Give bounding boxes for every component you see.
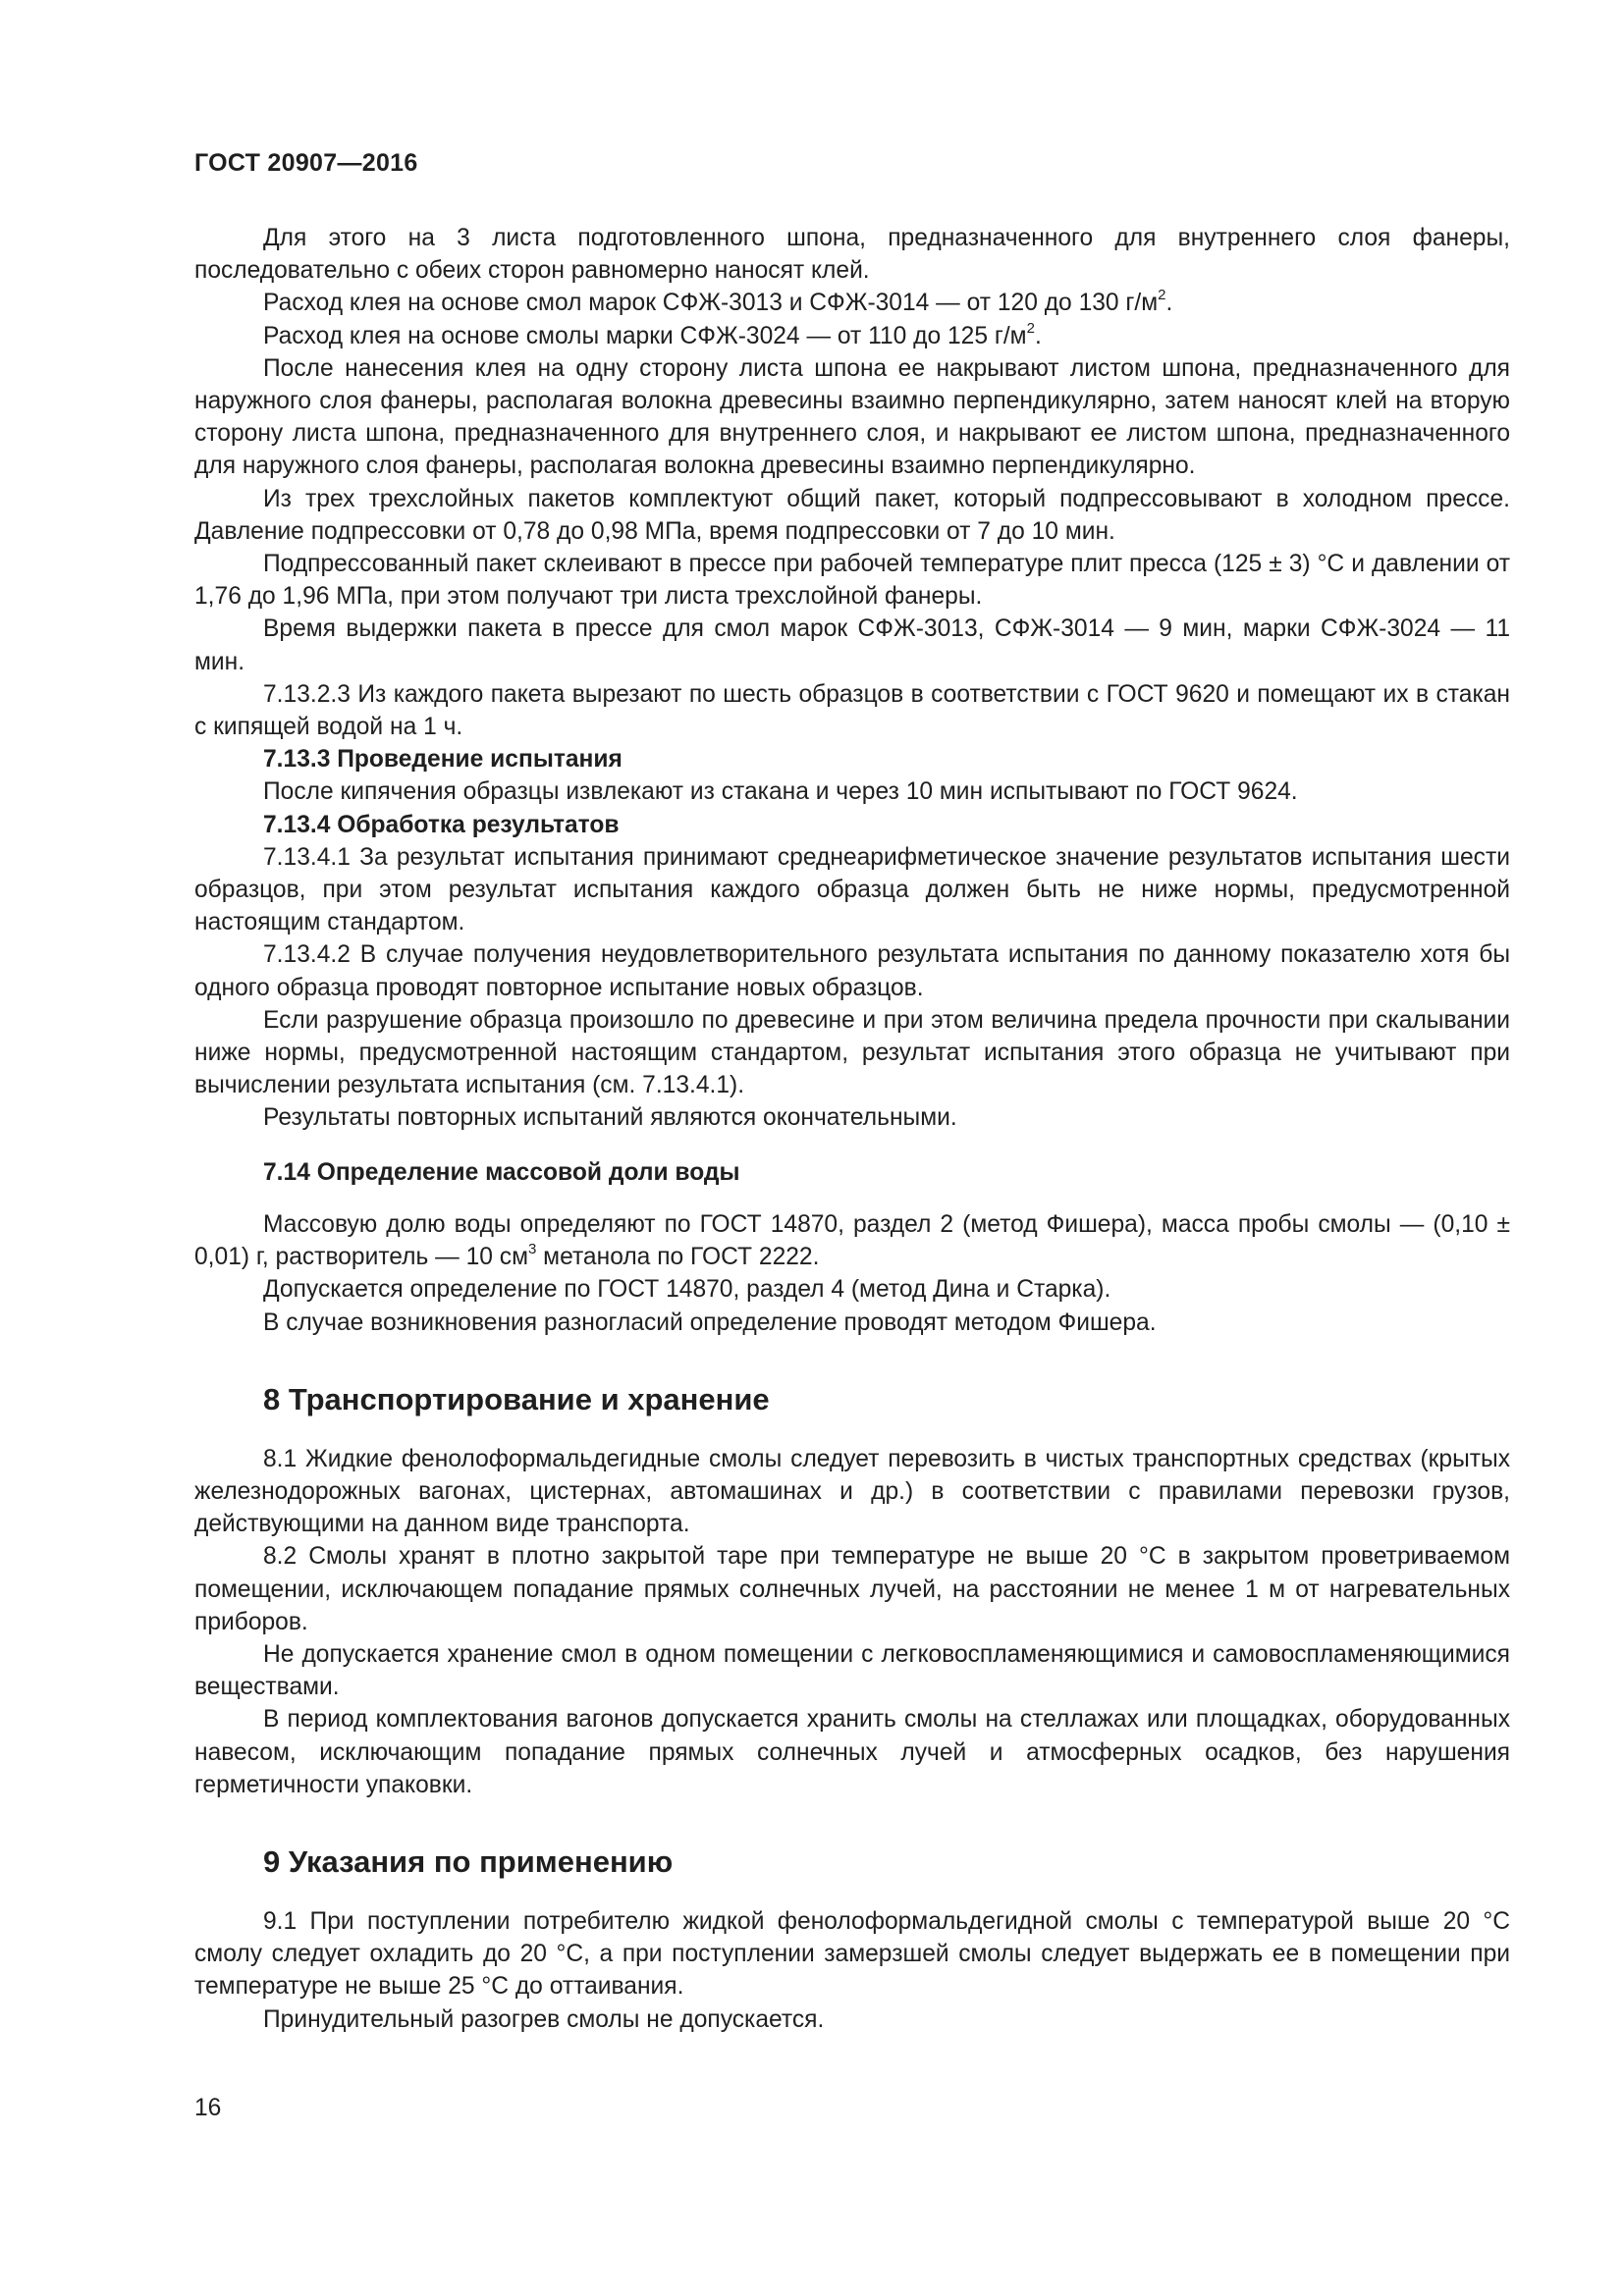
paragraph: Принудительный разогрев смолы не допускается. [263, 2005, 825, 2033]
paragraph-water-fraction: Массовую долю воды определяют по ГОСТ 14870, раздел 2 (метод Фишера), масса пробы смолы — (0,10 ± 0,01) г, растворитель — 10 $см^3$ метанола по ГОСТ 2222. [194, 1210, 1510, 1271]
paragraph: После нанесения клея на одну сторону листа шпона ее накрывают листом шпона, предназначенного для наружного слоя фанеры, располагая волокна древесины взаимно перпендикулярно, затем наносят клей на вторую сторону листа шпона, предназначенного для внутреннего слоя, и накрывают ее листом шпона, предназначенного для наружного слоя фанеры, располагая волокна древесины взаимно перпендикулярно. [194, 354, 1510, 480]
paragraph: Из трех трехслойных пакетов комплектуют общий пакет, который подпрессовывают в холодном прессе. Давление подпрессовки от 0,78 до 0,98 МПа, время подпрессовки от 7 до 10 мин. [194, 485, 1510, 545]
paragraph: Время выдержки пакета в прессе для смол марок СФЖ-3013, СФЖ-3014 — 9 мин, марки СФЖ-3024 — 11 мин. [194, 615, 1510, 675]
paragraph: Результаты повторных испытаний являются окончательными. [263, 1104, 957, 1132]
section-heading-9: 9 Указания по применению [263, 1843, 674, 1879]
paragraph: 7.13.2.3 Из каждого пакета вырезают по шесть образцов в соответствии с ГОСТ 9620 и помещают их в стакан с кипящей водой на 1 ч. [194, 680, 1510, 741]
page-number: 16 [194, 2095, 222, 2121]
subsection-heading-7-13-4: 7.13.4 Обработка результатов [263, 811, 620, 838]
paragraph: Для этого на 3 листа подготовленного шпона, предназначенного для внутреннего слоя фанеры, последовательно с обеих сторон равномерно наносят клей. [194, 225, 1510, 285]
section-heading-8: 8 Транспортирование и хранение [263, 1381, 770, 1416]
paragraph: 8.2 Смолы хранят в плотно закрытой таре при температуре не выше 20 °С в закрытом проветриваемом помещении, исключающем попадание прямых солнечных лучей, на расстоянии не менее 1 м от нагревательных приборов. [194, 1543, 1510, 1635]
paragraph: Допускается определение по ГОСТ 14870, раздел 4 (метод Дина и Старка). [263, 1276, 1111, 1304]
paragraph: В случае возникновения разногласий определение проводят методом Фишера. [263, 1308, 1157, 1336]
paragraph: 8.1 Жидкие фенолоформальдегидные смолы следует перевозить в чистых транспортных средствах (крытых железнодорожных вагонах, цистернах, автомашинах и др.) в соответствии с правилами перевозки грузов, действующими на данном виде транспорта. [194, 1445, 1510, 1538]
document-code-header: ГОСТ 20907—2016 [194, 149, 418, 177]
subsection-heading-7-13-3: 7.13.3 Проведение испытания [263, 746, 623, 774]
subsection-heading-7-14: 7.14 Определение массовой доли воды [263, 1158, 740, 1186]
paragraph: Не допускается хранение смол в одном помещении с легковоспламеняющимися и самовоспламеняющимися веществами. [194, 1640, 1510, 1701]
paragraph: В период комплектования вагонов допускается хранить смолы на стеллажах или площадках, оборудованных навесом, исключающим попадание прямых солнечных лучей и атмосферных осадков, без нарушения герметичности упаковки. [194, 1706, 1510, 1798]
document-body [194, 222, 1510, 2036]
paragraph: После кипячения образцы извлекают из стакана и через 10 мин испытывают по ГОСТ 9624. [263, 778, 1298, 806]
paragraph-glue-consumption-3024: Расход клея на основе смолы марки СФЖ-3024 — от 110 до 125 $г/м^2$. [263, 319, 1042, 349]
paragraph: 9.1 При поступлении потребителю жидкой фенолоформальдегидной смолы с температурой выше 20 °С смолу следует охладить до 20 °С, а при поступлении замерзшей смолы следует выдержать ее в помещении при температуре не выше 25 °С до оттаивания. [194, 1907, 1510, 2001]
paragraph: Если разрушение образца произошло по древесине и при этом величина предела прочности при скалывании ниже нормы, предусмотренной настоящим стандартом, результат испытания этого образца не учитывают при вычислении результата испытания (см. 7.13.4.1). [194, 1006, 1510, 1099]
paragraph: 7.13.4.2 В случае получения неудовлетворительного результата испытания по данному показателю хотя бы одного образца проводят повторное испытание новых образцов. [194, 941, 1510, 1001]
paragraph: 7.13.4.1 За результат испытания принимают среднеарифметическое значение результатов испытания шести образцов, при этом результат испытания каждого образца должен быть не ниже нормы, предусмотренной настоящим стандартом. [194, 843, 1510, 936]
paragraph: Подпрессованный пакет склеивают в прессе при рабочей температуре плит пресса (125 ± 3) °С и давлении от 1,76 до 1,96 МПа, при этом получают три листа трехслойной фанеры. [194, 551, 1510, 611]
paragraph-glue-consumption-3013: Расход клея на основе смол марок СФЖ-3013 и СФЖ-3014 — от 120 до 130 $г/м^2$. [263, 287, 1173, 317]
